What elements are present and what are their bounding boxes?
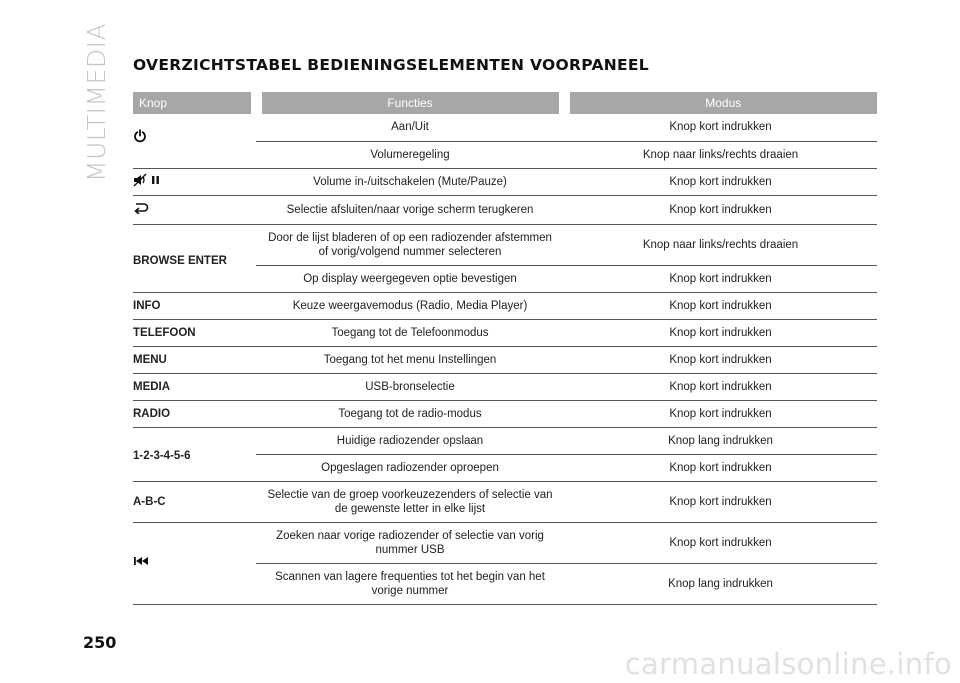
section-label: MULTIMEDIA bbox=[82, 22, 111, 182]
table-row bbox=[133, 292, 877, 319]
function-cell: USB-bronselectie bbox=[256, 373, 564, 400]
back-arrow-icon bbox=[133, 202, 149, 218]
header-modus: Modus bbox=[564, 92, 877, 114]
function-cell: Toegang tot de radio-modus bbox=[256, 400, 564, 427]
mode-cell: Knop kort indrukken bbox=[564, 168, 877, 195]
function-cell: Opgeslagen radiozender oproepen bbox=[256, 454, 564, 481]
header-functies: Functies bbox=[256, 92, 564, 114]
mode-cell: Knop kort indrukken bbox=[564, 114, 877, 141]
knop-cell: A-B-C bbox=[133, 481, 256, 522]
mode-cell: Knop kort indrukken bbox=[564, 346, 877, 373]
mode-cell: Knop kort indrukken bbox=[564, 522, 877, 563]
table-header-row bbox=[133, 92, 877, 114]
function-cell: Op display weergegeven optie bevestigen bbox=[256, 265, 564, 292]
table-row bbox=[133, 481, 877, 522]
knop-cell: MENU bbox=[133, 346, 256, 373]
table-row bbox=[133, 373, 877, 400]
mode-cell: Knop kort indrukken bbox=[564, 400, 877, 427]
table-row bbox=[133, 427, 877, 454]
controls-table bbox=[133, 92, 877, 605]
mute-pause-icon bbox=[133, 173, 161, 191]
knop-cell: 1-2-3-4-5-6 bbox=[133, 427, 256, 481]
table-row bbox=[133, 195, 877, 224]
mode-cell: Knop kort indrukken bbox=[564, 481, 877, 522]
mode-cell: Knop naar links/rechts draaien bbox=[564, 224, 877, 265]
knop-cell: MEDIA bbox=[133, 373, 256, 400]
function-cell: Huidige radiozender opslaan bbox=[256, 427, 564, 454]
knop-cell bbox=[133, 114, 256, 168]
mode-cell: Knop lang indrukken bbox=[564, 563, 877, 604]
table-row bbox=[133, 224, 877, 265]
function-cell: Door de lijst bladeren of op een radiozender afstemmen of vorig/volgend nummer selecteren bbox=[256, 224, 564, 265]
knop-cell: RADIO bbox=[133, 400, 256, 427]
mode-cell: Knop kort indrukken bbox=[564, 265, 877, 292]
mode-cell: Knop kort indrukken bbox=[564, 454, 877, 481]
function-cell: Scannen van lagere frequenties tot het begin van het vorige nummer bbox=[256, 563, 564, 604]
table-row bbox=[133, 114, 877, 141]
function-cell: Keuze weergavemodus (Radio, Media Player) bbox=[256, 292, 564, 319]
knop-cell bbox=[133, 522, 256, 604]
table-row bbox=[133, 522, 877, 563]
knop-cell: TELEFOON bbox=[133, 319, 256, 346]
mode-cell: Knop kort indrukken bbox=[564, 292, 877, 319]
function-cell: Volumeregeling bbox=[256, 141, 564, 168]
knop-cell bbox=[133, 168, 256, 195]
knop-cell bbox=[133, 195, 256, 224]
mode-cell: Knop kort indrukken bbox=[564, 319, 877, 346]
mode-cell: Knop kort indrukken bbox=[564, 373, 877, 400]
function-cell: Toegang tot het menu Instellingen bbox=[256, 346, 564, 373]
knop-cell: BROWSE ENTER bbox=[133, 224, 256, 292]
table-row bbox=[133, 319, 877, 346]
function-cell: Volume in-/uitschakelen (Mute/Pauze) bbox=[256, 168, 564, 195]
function-cell: Aan/Uit bbox=[256, 114, 564, 141]
power-icon bbox=[133, 129, 147, 147]
header-knop: Knop bbox=[133, 92, 256, 114]
page-title: OVERZICHTSTABEL BEDIENINGSELEMENTEN VOORPANEEL bbox=[133, 56, 649, 74]
knop-cell: INFO bbox=[133, 292, 256, 319]
table-row bbox=[133, 346, 877, 373]
watermark: carmanualsonline.info bbox=[624, 647, 952, 681]
function-cell: Zoeken naar vorige radiozender of selectie van vorig nummer USB bbox=[256, 522, 564, 563]
page-number: 250 bbox=[83, 633, 117, 652]
mode-cell: Knop lang indrukken bbox=[564, 427, 877, 454]
table-row bbox=[133, 400, 877, 427]
function-cell: Toegang tot de Telefoonmodus bbox=[256, 319, 564, 346]
table-row bbox=[133, 168, 877, 195]
function-cell: Selectie afsluiten/naar vorige scherm terugkeren bbox=[256, 195, 564, 224]
function-cell: Selectie van de groep voorkeuzezenders of selectie van de gewenste letter in elke lijst bbox=[256, 481, 564, 522]
mode-cell: Knop naar links/rechts draaien bbox=[564, 141, 877, 168]
mode-cell: Knop kort indrukken bbox=[564, 195, 877, 224]
skip-back-icon bbox=[133, 556, 149, 570]
